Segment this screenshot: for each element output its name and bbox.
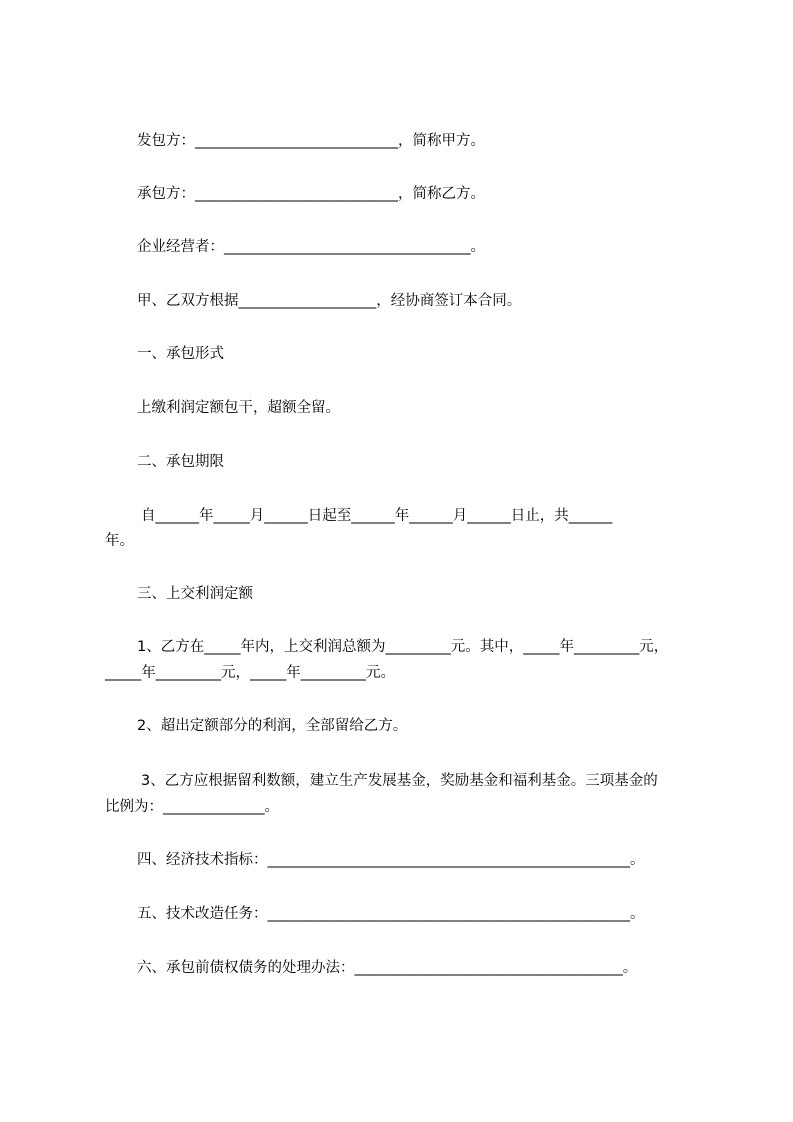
section-3-item-1-cont: _____年_________元，_____年_________元。 bbox=[105, 665, 395, 681]
section-heading-3: 三、上交利润定额 bbox=[137, 586, 253, 602]
section-3-item-3-cont: 比例为：______________。 bbox=[105, 799, 279, 815]
section-3-item-2: 2、超出定额部分的利润，全部留给乙方。 bbox=[137, 718, 408, 734]
contract-line-contractee: 承包方：____________________________，简称乙方。 bbox=[137, 186, 485, 202]
section-heading-2: 二、承包期限 bbox=[137, 454, 224, 470]
section-heading-6: 六、承包前债权债务的处理办法：_____________________________________。 bbox=[137, 960, 638, 976]
section-3-item-3: 3、乙方应根据留利数额，建立生产发展基金，奖励基金和福利基金。三项基金的 bbox=[141, 773, 658, 789]
contract-line-basis: 甲、乙双方根据___________________，经协商签订本合同。 bbox=[137, 293, 522, 309]
section-heading-5: 五、技术改造任务：__________________________________________________。 bbox=[137, 906, 645, 922]
section-3-item-1: 1、乙方在_____年内，上交利润总额为_________元。其中，_____年_________元， bbox=[137, 639, 669, 655]
contract-line-manager: 企业经营者：__________________________________。 bbox=[137, 239, 485, 255]
section-heading-4: 四、经济技术指标：__________________________________________________。 bbox=[137, 852, 645, 868]
section-2-text: 自______年_____月______日起至______年______月______日止，共______ bbox=[141, 508, 613, 524]
contract-line-contractor: 发包方：____________________________，简称甲方。 bbox=[137, 133, 485, 149]
section-heading-1: 一、承包形式 bbox=[137, 346, 224, 362]
section-2-text-cont: 年。 bbox=[105, 533, 134, 549]
section-1-text: 上缴利润定额包干，超额全留。 bbox=[137, 400, 340, 416]
